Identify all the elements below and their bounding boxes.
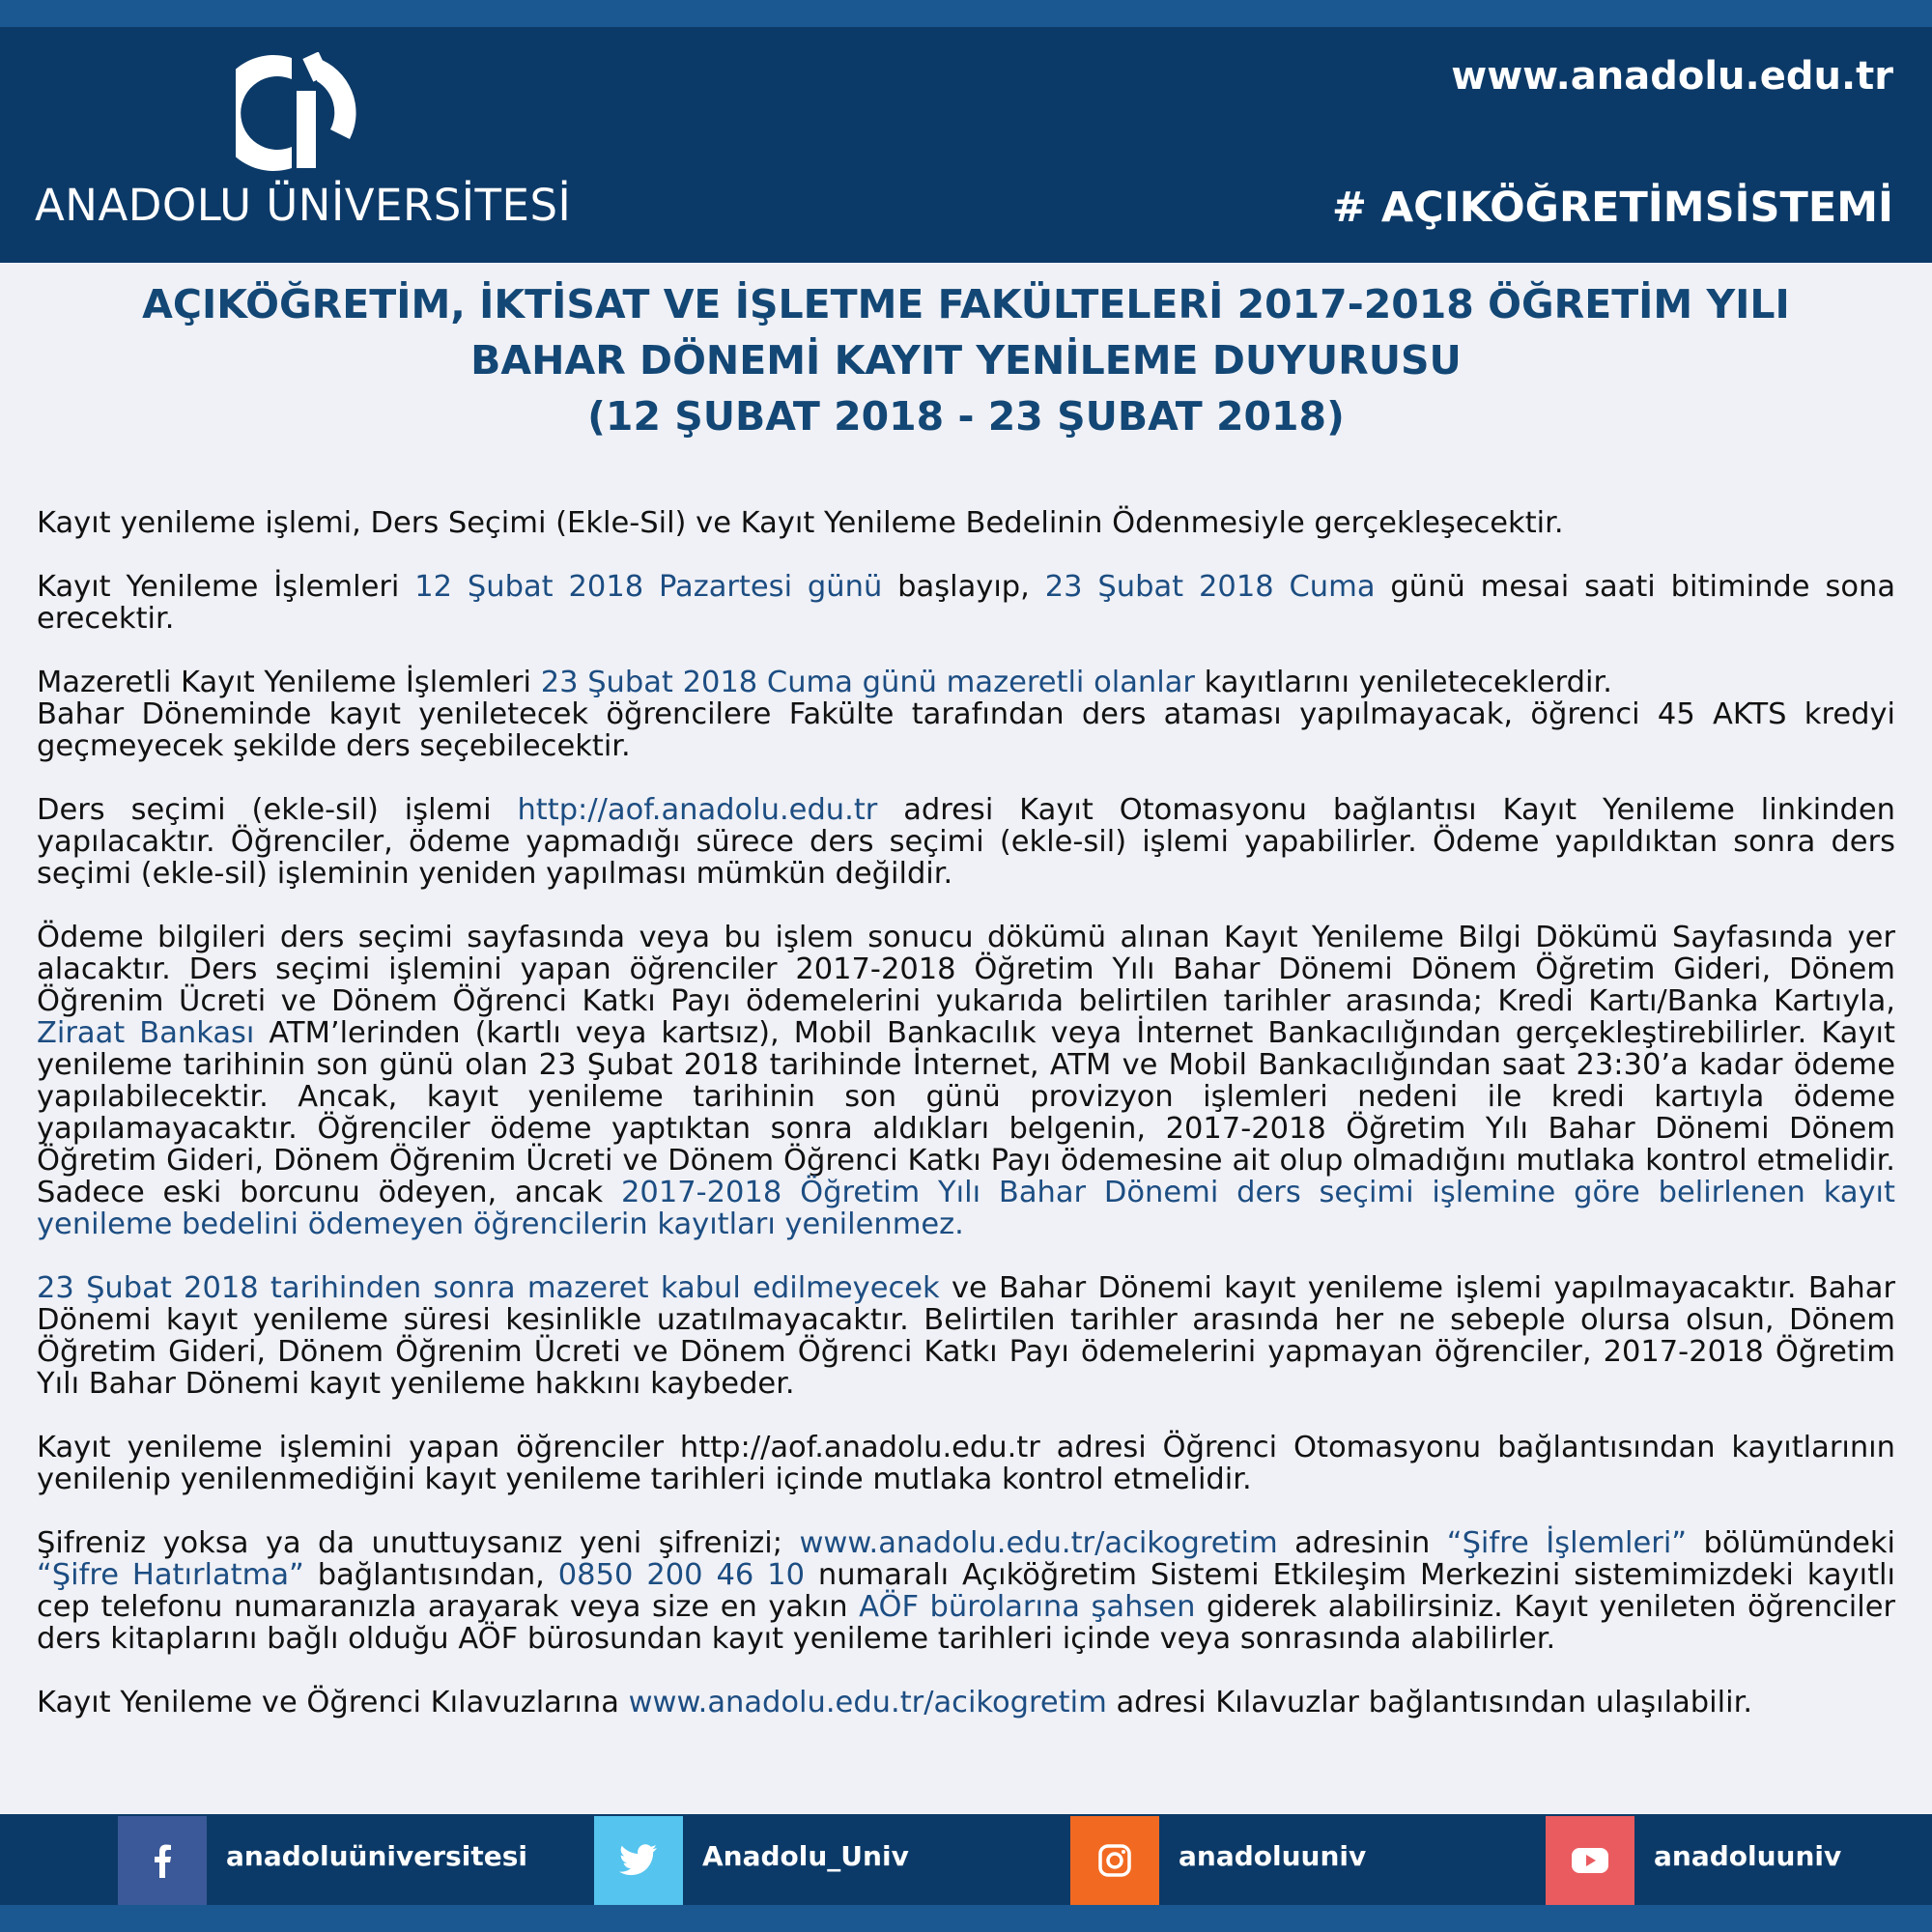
paragraph-6: 23 Şubat 2018 tarihinden sonra mazeret kabul edilmeyecek ve Bahar Dönemi kayıt yenileme işlemi yapılmayacaktır. Bahar Dönemi kayıt yenileme süresi kesinlikle uzatılmayacaktır. Belirtilen tarihler arasında her ne sebeple olursa olsun, Dönem Öğretim Gideri, Dönem Öğrenim Ücreti ve Dönem Öğrenci Katkı Payı ödemelerini yapmayan öğrenciler, 2017-2018 Öğretim Yılı Bahar Dönemi kayıt yenileme hakkını kaybeder. — [37, 1271, 1895, 1401]
university-name: ANADOLU ÜNİVERSİTESİ — [35, 180, 572, 231]
announcement-body — [37, 507, 1895, 1750]
instagram-handle: anadoluuniv — [1179, 1840, 1367, 1872]
announcement-title — [58, 276, 1874, 444]
paragraph-9: Kayıt Yenileme ve Öğrenci Kılavuzlarına www.anadolu.edu.tr/acikogretim adresi Kılavuzlar bağlantısından ulaşılabilir. — [37, 1686, 1753, 1719]
paragraph-5: Ödeme bilgileri ders seçimi sayfasında veya bu işlem sonucu dökümü alınan Kayıt Yenileme Bilgi Dökümü Sayfasında yer alacaktır. Ders seçimi işlemini yapan öğrenciler 2017-2018 Öğretim Yılı Bahar Dönemi Dönem Öğretim Gideri, Dönem Öğrenim Ücreti ve Dönem Öğrenci Katkı Payı ödemelerini yukarıda belirtilen tarihler arasında; Kredi Kartı/Banka Kartıyla, Ziraat Bankası ATM’lerinden (kartlı veya kartsız), Mobil Bankacılık veya İnternet Bankacılığından gerçekleştirebilirler. Kayıt yenileme tarihinin son günü olan 23 Şubat 2018 tarihinde İnternet, ATM ve Mobil Bankacılığından saat 23:30’a kadar ödeme yapılabilecektir. Ancak, kayıt yenileme tarihinin son günü provizyon işlemleri nedeni ile kredi kartıyla ödeme yapılamayacaktır. Öğrenciler ödeme yaptıktan sonra aldıkları belgenin, 2017-2018 Öğretim Yılı Bahar Dönemi Dönem Öğretim Gideri, Dönem Öğrenim Ücreti ve Dönem Öğrenci Katkı Payı ödemesine ait olup olmadığını mutlaka kontrol etmelidir. Sadece eski borcunu ödeyen, ancak 2017-2018 Öğretim Yılı Bahar Dönemi ders seçimi işlemine göre belirlenen kayıt yenileme bedelini ödemeyen öğrencilerin kayıtları yenilenmez. — [37, 921, 1895, 1241]
top-stripe — [0, 0, 1932, 27]
title-line-1: AÇIKÖĞRETİM, İKTİSAT VE İŞLETME FAKÜLTELERİ 2017-2018 ÖĞRETİM YILI — [142, 281, 1790, 327]
excuse-date: 23 Şubat 2018 Cuma günü mazeretli olanlar — [540, 666, 1195, 699]
header-banner — [0, 27, 1932, 263]
bottom-stripe — [0, 1905, 1932, 1932]
twitter-icon — [594, 1816, 683, 1905]
website-url[interactable]: www.anadolu.edu.tr — [1451, 54, 1893, 99]
paragraph-4: Ders seçimi (ekle-sil) işlemi http://aof.anadolu.edu.tr adresi Kayıt Otomasyonu bağlantısı Kayıt Yenileme linkinden yapılacaktır. Öğrenciler, ödeme yapmadığı sürece ders seçimi (ekle-sil) işlemi yapabilirler. Ödeme yapıldıktan sonra ders seçimi (ekle-sil) işleminin yeniden yapılması mümkün değildir. — [37, 793, 1895, 891]
password-reminder: “Şifre Hatırlatma” — [37, 1558, 304, 1592]
youtube-icon — [1546, 1816, 1634, 1905]
twitter-handle: Anadolu_Univ — [702, 1840, 909, 1872]
facebook-icon — [118, 1816, 207, 1905]
facebook-handle: anadoluüniversitesi — [226, 1840, 527, 1872]
bank-name: Ziraat Bankası — [37, 1016, 255, 1050]
renewal-warning: 2017-2018 Öğretim Yılı Bahar Dönemi ders seçimi işlemine göre belirlenen kayıt yenileme bedelini ödemeyen öğrencilerin kayıtları yenilenmez. — [37, 1176, 1895, 1241]
password-operations: “Şifre İşlemleri” — [1446, 1526, 1688, 1560]
end-date: 23 Şubat 2018 Cuma — [1044, 570, 1376, 604]
instagram-icon — [1070, 1816, 1159, 1905]
anadolu-logo — [236, 52, 365, 174]
aof-link[interactable]: http://aof.anadolu.edu.tr — [517, 793, 878, 827]
acikogretim-link[interactable]: www.anadolu.edu.tr/acikogretim — [799, 1526, 1278, 1560]
paragraph-1: Kayıt yenileme işlemi, Ders Seçimi (Ekle-Sil) ve Kayıt Yenileme Bedelinin Ödenmesiyle gerçekleşecektir. — [37, 506, 1564, 540]
start-date: 12 Şubat 2018 Pazartesi günü — [414, 570, 883, 604]
youtube-handle: anadoluuniv — [1654, 1840, 1842, 1872]
paragraph-2: Kayıt Yenileme İşlemleri 12 Şubat 2018 Pazartesi günü başlayıp, 23 Şubat 2018 Cuma günü mesai saati bitiminde sona erecektir. — [37, 570, 1896, 636]
paragraph-3: Mazeretli Kayıt Yenileme İşlemleri 23 Şubat 2018 Cuma günü mazeretli olanlar kayıtlarını yenileteceklerdir. Bahar Döneminde kayıt yeniletecek öğrencilere Fakülte tarafından ders ataması yapılmayacak, öğrenci 45 AKTS kredyi geçmeyecek şekilde ders seçebilecektir. — [37, 666, 1895, 763]
paragraph-7: Kayıt yenileme işlemini yapan öğrenciler http://aof.anadolu.edu.tr adresi Öğrenci Otomasyonu bağlantısından kayıtlarının yenilenip yenilenmediğini kayıt yenileme tarihleri içinde mutlaka kontrol etmelidir. — [37, 1431, 1895, 1496]
title-line-3: (12 ŞUBAT 2018 - 23 ŞUBAT 2018) — [587, 393, 1345, 440]
hashtag: # AÇIKÖĞRETİMSİSTEMİ — [1331, 184, 1893, 232]
deadline-notice: 23 Şubat 2018 tarihinden sonra mazeret kabul edilmeyecek — [37, 1271, 940, 1305]
title-line-2: BAHAR DÖNEMİ KAYIT YENİLEME DUYURUSU — [470, 337, 1462, 384]
phone-number: 0850 200 46 10 — [557, 1558, 805, 1592]
paragraph-8: Şifreniz yoksa ya da unuttuysanız yeni şifrenizi; www.anadolu.edu.tr/acikogretim adresinin “Şifre İşlemleri” bölümündeki “Şifre Hatırlatma” bağlantısından, 0850 200 46 10 numaralı Açıköğretim Sistemi Etkileşim Merkezini sistemimizdeki kayıtlı cep telefonu numaranızla arayarak veya size en yakın AÖF bürolarına şahsen giderek alabilirsiniz. Kayıt yenileten öğrenciler ders kitaplarını bağlı olduğu AÖF bürosundan kayıt yenileme tarihleri içinde veya sonrasında alabilirler. — [37, 1526, 1896, 1656]
aof-offices: AÖF bürolarına şahsen — [859, 1590, 1196, 1624]
guides-link[interactable]: www.anadolu.edu.tr/acikogretim — [628, 1686, 1107, 1719]
